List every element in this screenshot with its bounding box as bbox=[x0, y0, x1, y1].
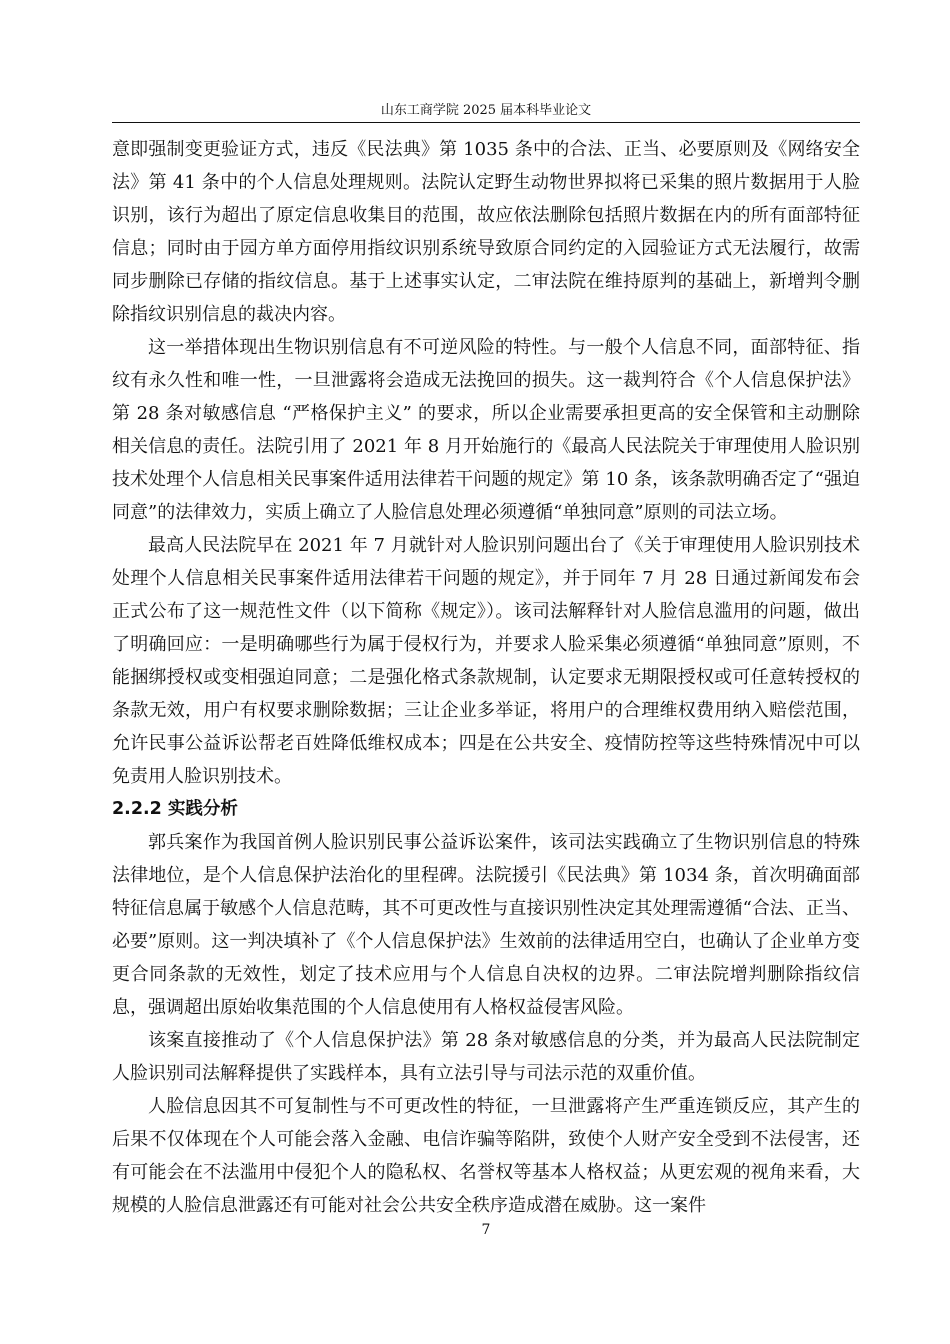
running-header: 山东工商学院 2025 届本科毕业论文 bbox=[380, 103, 592, 118]
paragraph: 最高人民法院早在 2021 年 7 月就针对人脸识别问题出台了《关于审理使用人脸识别技术处理个人信息相关民事案件适用法律若干问题的规定》，并于同年 7 月 28 日通过新闻发布会正式公布了这一规范性文件（以下简称《规定》）。该司法解释针对人脸信息滥用的问题，做出了明确回应：一是明确哪些行为属于侵权行为，并要求人脸采集必须遵循“单独同意”原则，不能捆绑授权或变相强迫同意；二是强化格式条款规制，认定要求无期限授权或可任意转授权的条款无效，用户有权要求删除数据；三让企业多举证，将用户的合理维权费用纳入赔偿范围，允许民事公益诉讼帮老百姓降低维权成本；四是在公共安全、疫情防控等这些特殊情况中可以免责用人脸识别技术。 bbox=[112, 535, 860, 787]
header-divider bbox=[112, 122, 860, 123]
paragraph: 人脸信息因其不可复制性与不可更改性的特征，一旦泄露将产生严重连锁反应，其产生的后果不仅体现在个人可能会落入金融、电信诈骗等陷阱，致使个人财产安全受到不法侵害，还有可能会在不法滥用中侵犯个人的隐私权、名誉权等基本人格权益；从更宏观的视角来看，大规模的人脸信息泄露还有可能对社会公共安全秩序造成潜在威胁。这一案件 bbox=[112, 1096, 860, 1216]
paragraph-continued: 意即强制变更验证方式，违反《民法典》第 1035 条中的合法、正当、必要原则及《网络安全法》第 41 条中的个人信息处理规则。法院认定野生动物世界拟将已采集的照片数据用于人脸识别，该行为超出了原定信息收集目的范围，故应依法删除包括照片数据在内的所有面部特征信息；同时由于园方单方面停用指纹识别系统导致原合同约定的入园验证方式无法履行，故需同步删除已存储的指纹信息。基于上述事实认定，二审法院在维持原判的基础上，新增判令删除指纹识别信息的裁决内容。 bbox=[112, 139, 860, 325]
page-body bbox=[112, 133, 860, 1222]
paragraph: 郭兵案作为我国首例人脸识别民事公益诉讼案件，该司法实践确立了生物识别信息的特殊法律地位，是个人信息保护法治化的里程碑。法院援引《民法典》第 1034 条，首次明确面部特征信息属于敏感个人信息范畴，其不可更改性与直接识别性决定其处理需遵循“合法、正当、必要”原则。这一判决填补了《个人信息保护法》生效前的法律适用空白，也确认了企业单方变更合同条款的无效性，划定了技术应用与个人信息自决权的边界。二审法院增判删除指纹信息，强调超出原始收集范围的个人信息使用有人格权益侵害风险。 bbox=[112, 832, 860, 1018]
section-heading: 2.2.2 实践分析 bbox=[112, 799, 238, 819]
page-number: 7 bbox=[481, 1222, 491, 1238]
paragraph: 这一举措体现出生物识别信息有不可逆风险的特性。与一般个人信息不同，面部特征、指纹有永久性和唯一性，一旦泄露将会造成无法挽回的损失。这一裁判符合《个人信息保护法》第 28 条对敏感信息 “严格保护主义” 的要求，所以企业需要承担更高的安全保管和主动删除相关信息的责任。法院引用了 2021 年 8 月开始施行的《最高人民法院关于审理使用人脸识别技术处理个人信息相关民事案件适用法律若干问题的规定》第 10 条，该条款明确否定了“强迫同意”的法律效力，实质上确立了人脸信息处理必须遵循“单独同意”原则的司法立场。 bbox=[112, 337, 860, 523]
paragraph: 该案直接推动了《个人信息保护法》第 28 条对敏感信息的分类，并为最高人民法院制定人脸识别司法解释提供了实践样本，具有立法引导与司法示范的双重价值。 bbox=[112, 1030, 860, 1084]
